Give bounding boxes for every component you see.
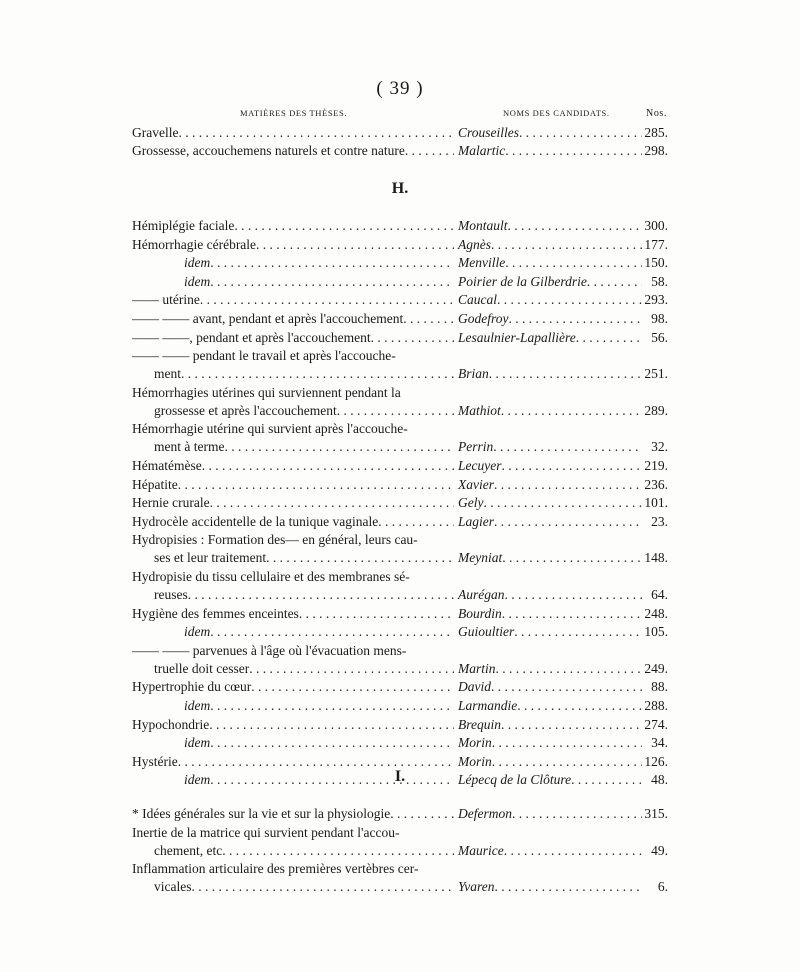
column-header-candidates: NOMS DES CANDIDATS.: [503, 108, 610, 118]
entry-candidate: Guioultier: [458, 624, 515, 640]
index-entry: [132, 623, 668, 641]
page-number: ( 39 ): [376, 78, 424, 99]
index-entry: [132, 124, 668, 142]
entry-number: 293.: [644, 292, 668, 308]
entry-subject: idem: [184, 772, 211, 788]
entry-candidate: Menville: [458, 255, 506, 271]
section-letter-i: I.: [394, 768, 406, 785]
entry-number: 249.: [644, 660, 668, 676]
entry-subject-line: —— —— parvenues à l'âge où l'évacuation mens-: [132, 642, 407, 658]
entry-number: 148.: [644, 550, 668, 566]
entry-candidate: Malartic: [458, 143, 506, 158]
index-entry: [132, 236, 668, 254]
entry-subject: ment à terme: [154, 439, 225, 455]
index-entry: [132, 384, 668, 420]
column-header-numbers: Nos.: [646, 108, 668, 119]
entry-candidate: Montault: [458, 218, 508, 233]
entry-subject-line: Hydropisies : Formation des— en général, leurs cau-: [132, 532, 418, 548]
index-entry: [132, 420, 668, 456]
entry-number: 298.: [644, 143, 668, 158]
entry-subject: idem: [184, 273, 211, 289]
entry-subject: idem: [184, 624, 211, 640]
entry-candidate: Agnès: [458, 236, 491, 252]
entry-subject: idem: [184, 735, 211, 751]
index-entry: [132, 697, 668, 715]
index-entry: [132, 494, 668, 512]
column-header-subjects: MATIÈRES DES THÈSES.: [240, 108, 348, 118]
index-entry: [132, 217, 668, 235]
entry-number: 6.: [657, 879, 668, 895]
entry-number: 64.: [651, 587, 668, 602]
entry-subject: Grossesse, accouchemens naturels et contre nature: [132, 143, 405, 158]
index-entry: [132, 273, 668, 291]
index-entry: [132, 805, 668, 823]
entry-number: 48.: [651, 772, 668, 788]
entry-subject: ses et leur traitement: [154, 550, 267, 566]
entry-candidate: Maurice: [458, 842, 504, 858]
entry-number: 34.: [651, 735, 668, 751]
index-entry: [132, 476, 668, 494]
entry-subject: Hygiène des femmes enceintes: [132, 605, 299, 621]
entry-number: 177.: [644, 236, 668, 252]
entry-subject: * Idées générales sur la vie et sur la physiologie: [132, 806, 391, 821]
entry-candidate: Brian: [458, 366, 489, 382]
entry-subject-line: Hémorrhagies utérines qui surviennent pendant la: [132, 384, 401, 400]
entry-subject: Hémiplégie faciale: [132, 218, 235, 233]
entry-number: 315.: [644, 806, 668, 821]
entry-candidate: Lépecq de la Clôture: [458, 772, 572, 788]
entry-number: 126.: [644, 753, 668, 769]
index-entry: [132, 457, 668, 475]
index-entry: [132, 860, 668, 896]
index-entry: [132, 329, 668, 347]
entry-number: 150.: [644, 255, 668, 271]
index-entry: [132, 513, 668, 531]
entry-subject: —— —— avant, pendant et après l'accouchement: [132, 311, 404, 326]
entry-subject: truelle doit cesser: [154, 660, 250, 676]
entry-candidate: Yvaren: [458, 879, 495, 895]
entry-subject: Hernie crurale: [132, 495, 210, 511]
entry-number: 219.: [644, 458, 668, 473]
entry-candidate: Caucal: [458, 292, 497, 308]
entry-number: 105.: [644, 624, 668, 640]
entry-candidate: Brequin: [458, 716, 501, 732]
entry-subject: Hématémèse: [132, 458, 202, 473]
section-letter-h: H.: [391, 180, 409, 197]
entry-candidate: Morin: [458, 753, 492, 769]
index-entry: [132, 142, 668, 160]
entry-candidate: Gely: [458, 495, 484, 511]
entry-candidate: Poirier de la Gilberdrie: [458, 273, 587, 289]
entry-candidate: Lecuyer: [458, 458, 502, 473]
entry-candidate: Martin: [458, 660, 496, 676]
entry-candidate: Bourdin: [458, 605, 502, 621]
entry-candidate: Perrin: [458, 439, 494, 455]
entry-subject: Hypertrophie du cœur: [132, 679, 252, 695]
entry-subject: ment: [154, 366, 181, 382]
entry-subject-line: Inertie de la matrice qui survient pendant l'accou-: [132, 824, 400, 840]
entry-subject: idem: [184, 698, 211, 713]
entry-number: 236.: [644, 476, 668, 492]
index-entry: [132, 642, 668, 678]
index-entry: [132, 291, 668, 309]
index-entry: [132, 716, 668, 734]
entry-candidate: Meyniat: [458, 550, 503, 566]
entry-candidate: Crouseilles: [458, 125, 520, 140]
index-entry: [132, 254, 668, 272]
entry-candidate: Morin: [458, 735, 492, 751]
entry-candidate: Xavier: [458, 476, 494, 492]
entry-subject: vicales: [154, 879, 192, 895]
entry-number: 56.: [651, 329, 668, 345]
entry-number: 98.: [651, 311, 668, 326]
index-entry: [132, 568, 668, 604]
entry-subject-line: Inflammation articulaire des premières vertèbres cer-: [132, 861, 419, 877]
index-entry: [132, 605, 668, 623]
entry-number: 289.: [644, 402, 668, 418]
entry-number: 251.: [644, 366, 668, 382]
entry-number: 101.: [644, 495, 668, 511]
entry-subject: idem: [184, 255, 211, 271]
entry-subject: —— ——, pendant et après l'accouchement: [132, 329, 371, 345]
entry-subject: Hypochondrie: [132, 716, 210, 732]
entry-number: 58.: [651, 273, 668, 289]
index-entry: [132, 824, 668, 860]
index-entry: [132, 310, 668, 328]
entry-subject: Hydrocèle accidentelle de la tunique vaginale: [132, 513, 379, 529]
entry-candidate: Lagier: [458, 513, 495, 529]
entry-subject: Gravelle: [132, 125, 179, 140]
index-entry: [132, 531, 668, 567]
entry-subject: Hémorrhagie cérébrale: [132, 236, 257, 252]
entry-candidate: Defermon: [458, 806, 512, 821]
entry-number: 248.: [644, 605, 668, 621]
entry-number: 49.: [651, 842, 668, 858]
entry-subject: Hépatite: [132, 476, 178, 492]
entry-number: 32.: [651, 439, 668, 455]
index-entry: [132, 678, 668, 696]
entry-subject: chement, etc: [154, 842, 223, 858]
entry-subject: grossesse et après l'accouchement: [154, 402, 337, 418]
entry-number: 285.: [644, 125, 668, 140]
index-entry: [132, 734, 668, 752]
entry-candidate: Larmandie: [458, 698, 518, 713]
entry-number: 274.: [644, 716, 668, 732]
entry-subject-line: —— —— pendant le travail et après l'accouche-: [132, 348, 396, 364]
entry-subject: reuses: [154, 587, 188, 602]
entry-subject-line: Hydropisie du tissu cellulaire et des membranes sé-: [132, 569, 410, 584]
entry-number: 288.: [644, 698, 668, 713]
entry-number: 23.: [651, 513, 668, 529]
entry-candidate: David: [458, 679, 491, 695]
entry-subject-line: Hémorrhagie utérine qui survient après l'accouche-: [132, 421, 408, 437]
entry-subject: —— utérine: [132, 292, 200, 308]
entry-subject: Hystérie: [132, 753, 178, 769]
entry-candidate: Lesaulnier-Lapallière: [458, 329, 576, 345]
entry-candidate: Aurégan: [458, 587, 505, 602]
entry-candidate: Godefroy: [458, 311, 509, 326]
index-entry: [132, 347, 668, 383]
entry-number: 300.: [644, 218, 668, 233]
entry-number: 88.: [651, 679, 668, 695]
entry-candidate: Mathiot: [458, 402, 501, 418]
